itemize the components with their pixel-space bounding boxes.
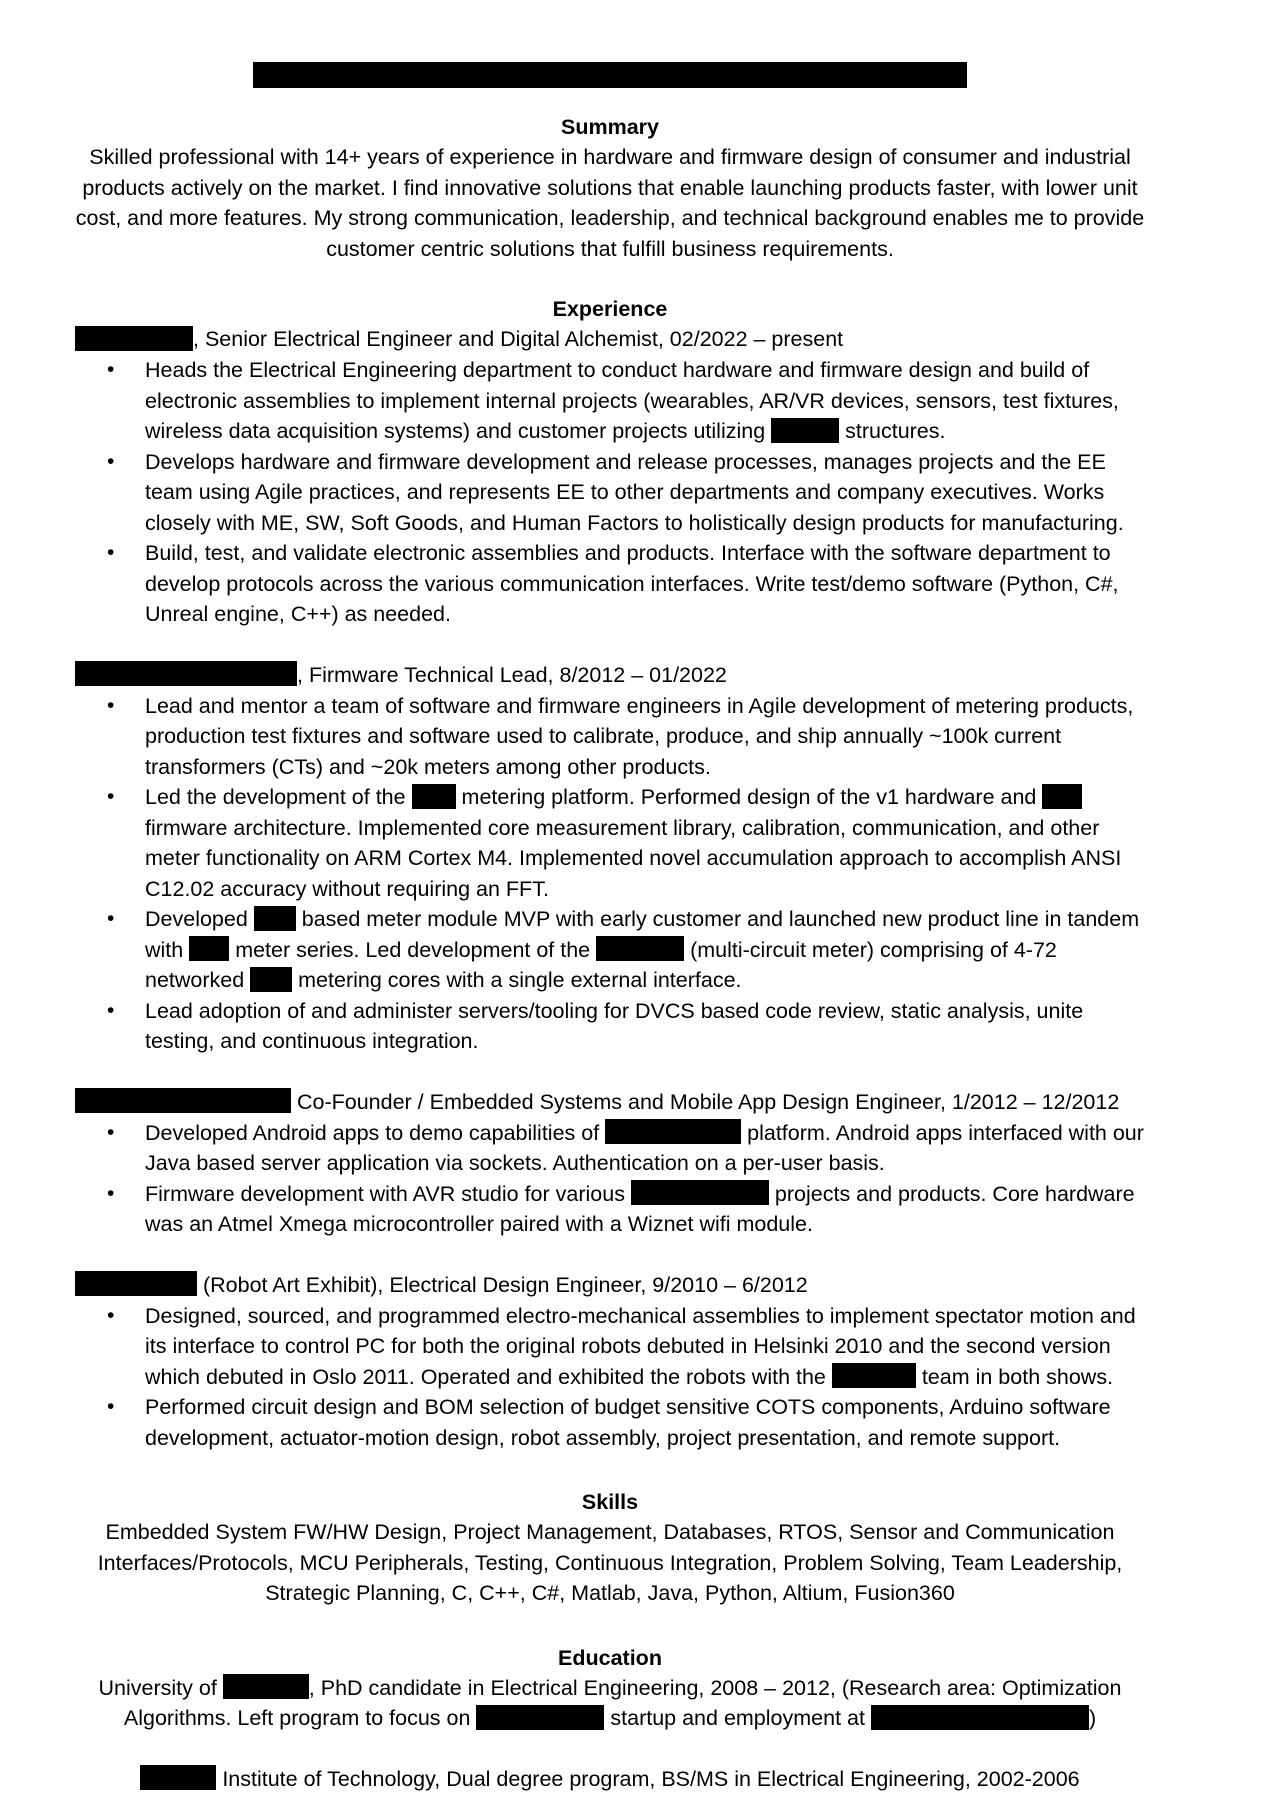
job-bullet: • Performed circuit design and BOM selection of budget sensitive COTS components, Arduino software development, actuator-motion design, robot assembly, project presentation, and remote support. — [75, 1392, 1145, 1453]
spacer — [75, 1240, 1145, 1270]
redaction-bar — [631, 1180, 769, 1205]
redaction-bar — [476, 1705, 604, 1730]
spacer — [75, 1609, 1145, 1643]
spacer — [75, 1734, 1145, 1764]
education-entry: Institute of Technology, Dual degree program, BS/MS in Electrical Engineering, 2002-2006 — [75, 1764, 1145, 1794]
redaction-bar — [605, 1119, 741, 1144]
job-bullet-list — [75, 1118, 1145, 1240]
redaction-bar — [412, 784, 456, 809]
job-bullet: • Lead and mentor a team of software and firmware engineers in Agile development of metering products, production test fixtures and software used to calibrate, produce, and ship annually ~100k current transformers (CTs) and ~20k meters among other products. — [75, 691, 1145, 783]
redaction-bar — [250, 967, 292, 992]
skills-section — [75, 1487, 1145, 1609]
redacted-name-header — [253, 62, 967, 88]
redaction-bar — [189, 936, 229, 961]
redaction-bar — [140, 1765, 216, 1790]
job-header: Co-Founder / Embedded Systems and Mobile App Design Engineer, 1/2012 – 12/2012 — [75, 1087, 1145, 1118]
experience-heading: Experience — [75, 294, 1145, 324]
summary-body: Skilled professional with 14+ years of experience in hardware and firmware design of consumer and industrial products actively on the market. I find innovative solutions that enable launching products faster, with lower unit cost, and more features. My strong communication, leadership, and technical background enables me to provide customer centric solutions that fulfill business requirements. — [75, 142, 1145, 264]
education-entry: University of , PhD candidate in Electrical Engineering, 2008 – 2012, (Research area: Optimization Algorithms. Left program to focus on startup and employment at ) — [75, 1673, 1145, 1734]
spacer — [75, 1453, 1145, 1487]
redaction-bar — [771, 418, 839, 443]
redaction-bar — [223, 1674, 309, 1699]
job-bullet: • Lead adoption of and administer servers/tooling for DVCS based code review, static analysis, unite testing, and continuous integration. — [75, 996, 1145, 1057]
summary-section — [75, 112, 1145, 264]
job-bullet: • Heads the Electrical Engineering department to conduct hardware and firmware design and build of electronic assemblies to implement internal projects (wearables, AR/VR devices, sensors, test fixtures, wireless data acquisition systems) and customer projects utilizing structures. — [75, 355, 1145, 447]
experience-section — [75, 294, 1145, 1453]
experience-jobs — [75, 324, 1145, 1453]
spacer — [75, 264, 1145, 294]
education-section — [75, 1643, 1145, 1794]
redacted-company-name — [75, 1271, 197, 1296]
redaction-bar — [1042, 784, 1082, 809]
summary-heading: Summary — [75, 112, 1145, 142]
job-bullet-list — [75, 1301, 1145, 1454]
job-header: , Senior Electrical Engineer and Digital Alchemist, 02/2022 – present — [75, 324, 1145, 355]
education-heading: Education — [75, 1643, 1145, 1673]
job-header: , Firmware Technical Lead, 8/2012 – 01/2022 — [75, 660, 1145, 691]
spacer — [75, 1057, 1145, 1087]
redacted-company-name — [75, 661, 297, 686]
job-bullet: • Firmware development with AVR studio for various projects and products. Core hardware was an Atmel Xmega microcontroller paired with a Wiznet wifi module. — [75, 1179, 1145, 1240]
job-bullet-list — [75, 355, 1145, 630]
education-entries — [75, 1673, 1145, 1794]
job-header: (Robot Art Exhibit), Electrical Design Engineer, 9/2010 – 6/2012 — [75, 1270, 1145, 1301]
redaction-bar — [832, 1363, 916, 1388]
resume-content — [75, 62, 1145, 1794]
redacted-company-name — [75, 1088, 291, 1113]
job-bullet: • Designed, sourced, and programmed electro-mechanical assemblies to implement spectator motion and its interface to control PC for both the original robots debuted in Helsinki 2010 and the second version which debuted in Oslo 2011. Operated and exhibited the robots with the team in both shows. — [75, 1301, 1145, 1393]
job-bullet: • Led the development of the metering platform. Performed design of the v1 hardware and firmware architecture. Implemented core measurement library, calibration, communication, and other meter functionality on ARM Cortex M4. Implemented novel accumulation approach to accomplish ANSI C12.02 accuracy without requiring an FFT. — [75, 782, 1145, 904]
skills-heading: Skills — [75, 1487, 1145, 1517]
job-bullet-list — [75, 691, 1145, 1057]
job-bullet: • Build, test, and validate electronic assemblies and products. Interface with the software department to develop protocols across the various communication interfaces. Write test/demo software (Python, C#, Unreal engine, C++) as needed. — [75, 538, 1145, 630]
spacer — [75, 630, 1145, 660]
job-bullet: • Developed Android apps to demo capabilities of platform. Android apps interfaced with our Java based server application via sockets. Authentication on a per-user basis. — [75, 1118, 1145, 1179]
redaction-bar — [254, 906, 296, 931]
job-bullet: • Develops hardware and firmware development and release processes, manages projects and the EE team using Agile practices, and represents EE to other departments and company executives. Works closely with ME, SW, Soft Goods, and Human Factors to holistically design products for manufacturing. — [75, 447, 1145, 539]
redacted-company-name — [75, 326, 193, 351]
skills-body: Embedded System FW/HW Design, Project Management, Databases, RTOS, Sensor and Communication Interfaces/Protocols, MCU Peripherals, Testing, Continuous Integration, Problem Solving, Team Leadership, Strategic Planning, C, C++, C#, Matlab, Java, Python, Altium, Fusion360 — [75, 1517, 1145, 1609]
redaction-bar — [596, 936, 684, 961]
redaction-bar — [871, 1705, 1089, 1730]
job-bullet: • Developed based meter module MVP with early customer and launched new product line in tandem with meter series. Led development of the (multi-circuit meter) comprising of 4-72 networked metering cores with a single external interface. — [75, 904, 1145, 996]
